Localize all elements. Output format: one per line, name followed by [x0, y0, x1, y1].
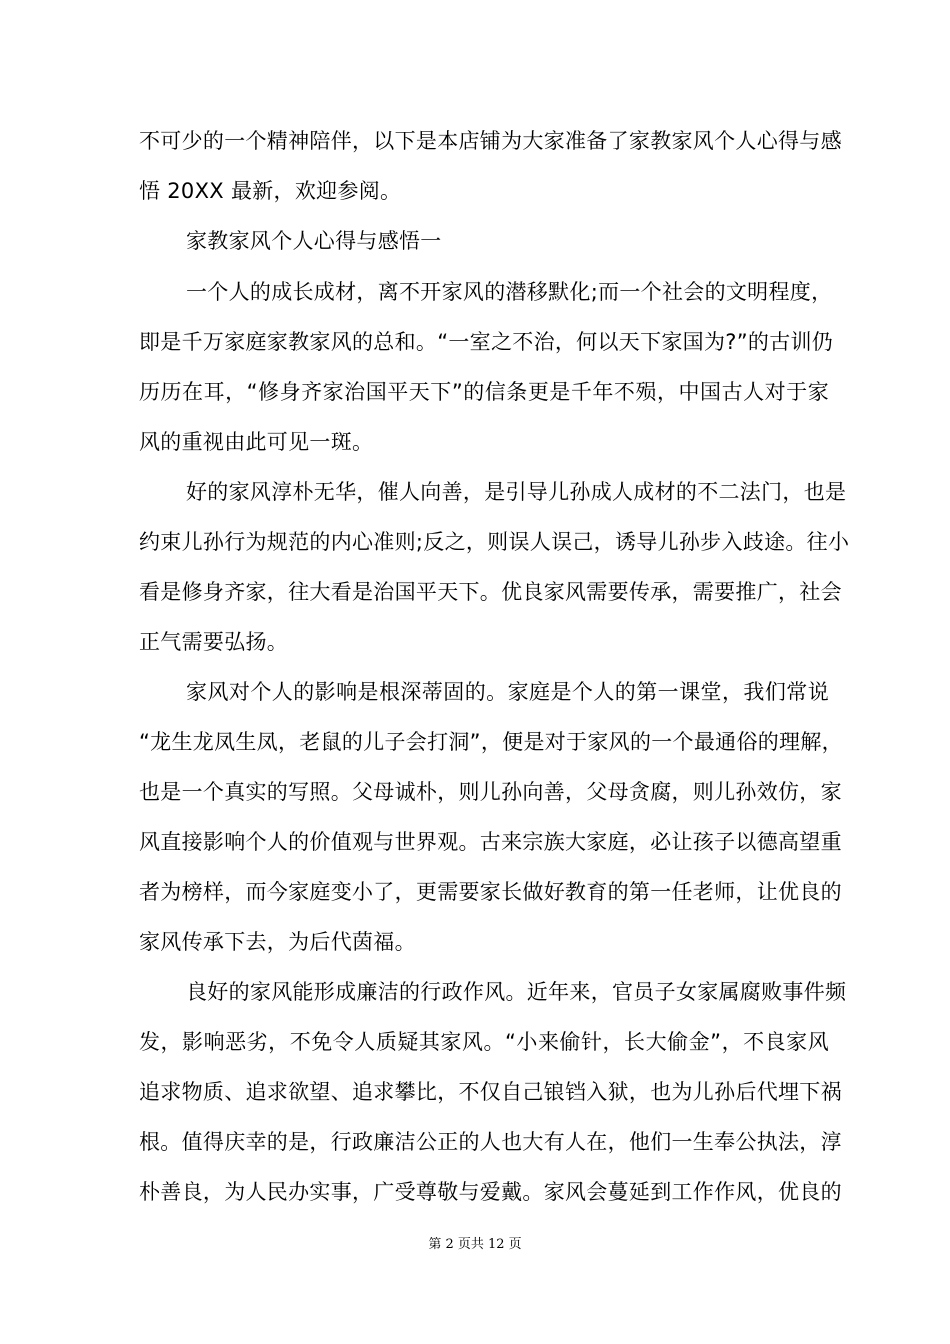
section-heading: 家教家风个人心得与感悟一 [186, 229, 442, 253]
text-line: 正气需要弘扬。 [139, 630, 289, 654]
text-line: 约束儿孙行为规范的内心准则;反之，则误人误己，诱导儿孙步入歧途。往小 [139, 530, 850, 554]
text-line: 也是一个真实的写照。父母诚朴，则儿孙向善，父母贪腐，则儿孙效仿，家 [139, 780, 842, 804]
text-line: 追求物质、追求欲望、追求攀比，不仅自己锒铛入狱，也为儿孙后代埋下祸 [139, 1080, 842, 1104]
text-line: 良好的家风能形成廉洁的行政作风。近年来，官员子女家属腐败事件频 [186, 980, 847, 1004]
text-line: 不可少的一个精神陪伴，以下是本店铺为大家准备了家教家风个人心得与感 [139, 129, 842, 153]
text-line: 即是千万家庭家教家风的总和。“一室之不治，何以天下家国为?”的古训仍 [139, 330, 834, 354]
text-line: 根。值得庆幸的是，行政廉洁公正的人也大有人在，他们一生奉公执法，淳 [139, 1130, 842, 1154]
text-line: 悟 20XX 最新，欢迎参阅。 [139, 179, 402, 203]
text-line: 一个人的成长成材，离不开家风的潜移默化;而一个社会的文明程度， [186, 280, 833, 304]
text-line: 发，影响恶劣，不免令人质疑其家风。“小来偷针，长大偷金”，不良家风 [139, 1030, 829, 1054]
page-number-footer: 第 2 页共 12 页 [428, 1237, 522, 1252]
text-line: 看是修身齐家，往大看是治国平天下。优良家风需要传承，需要推广，社会 [139, 580, 842, 604]
text-line: 风直接影响个人的价值观与世界观。古来宗族大家庭，必让孩子以德高望重 [139, 830, 842, 854]
text-line: 者为榜样，而今家庭变小了，更需要家长做好教育的第一任老师，让优良的 [139, 880, 842, 904]
text-line: 历历在耳，“修身齐家治国平天下”的信条更是千年不殒，中国古人对于家 [139, 380, 829, 404]
text-line: “龙生龙凤生凤，老鼠的儿子会打洞”，便是对于家风的一个最通俗的理解， [139, 730, 843, 754]
text-line: 风的重视由此可见一斑。 [139, 430, 374, 454]
text-line: 家风对个人的影响是根深蒂固的。家庭是个人的第一课堂，我们常说 [186, 680, 829, 704]
text-line: 朴善良，为人民办实事，广受尊敬与爱戴。家风会蔓延到工作作风，优良的 [139, 1180, 842, 1204]
text-line: 好的家风淳朴无华，催人向善，是引导儿孙成人成材的不二法门，也是 [186, 480, 847, 504]
text-line: 家风传承下去，为后代茵福。 [139, 930, 416, 954]
